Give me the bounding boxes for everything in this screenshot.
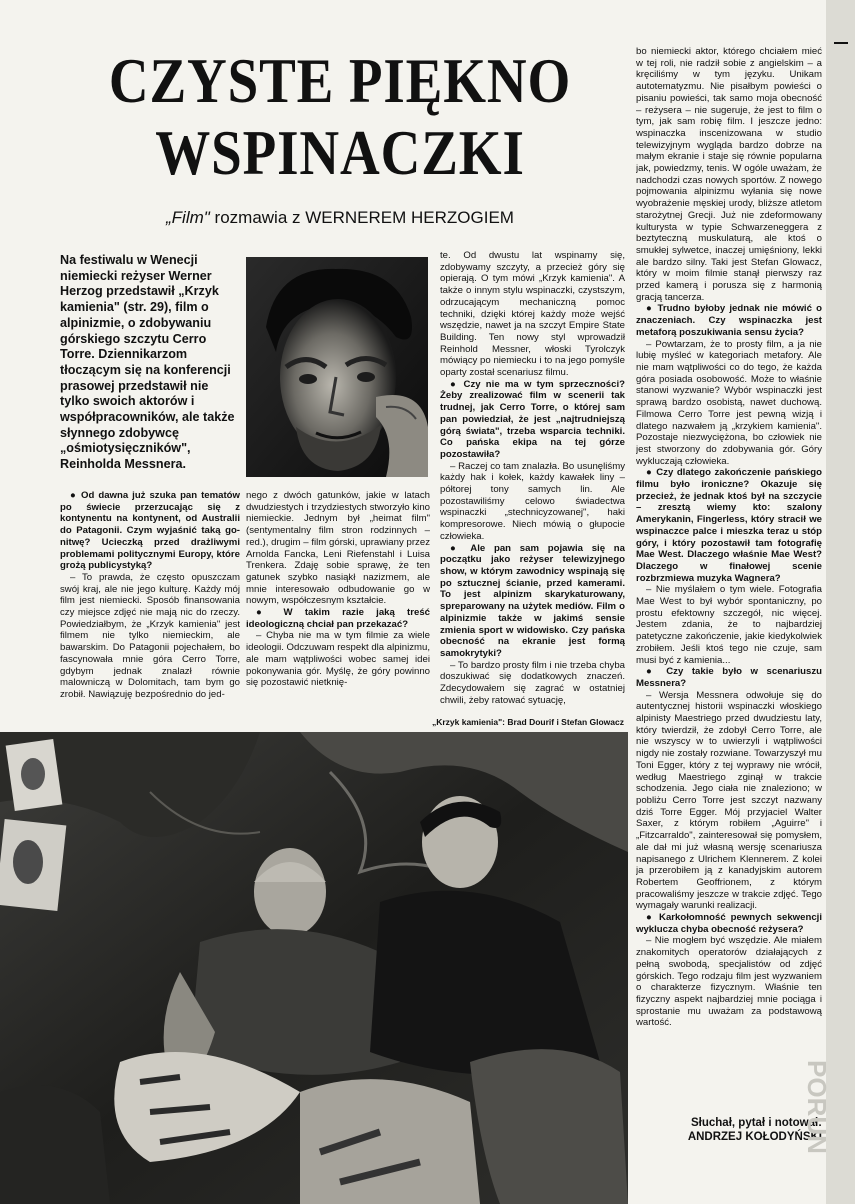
adjacent-page-edge [826, 0, 855, 1204]
author-name: ANDRZEJ KOŁODYŃSKI [687, 1130, 822, 1143]
article-title-line-2: WSPINACZKI [155, 117, 525, 188]
question-paragraph: ● Trudno byłoby jednak nie mówić o znaczeniach. Czy wspinaczka jest metaforą poszukiwania sensu życia? [636, 303, 822, 338]
answer-paragraph: – Raczej co tam znalazła. Bo usunęliśmy każdy hak i kołek, każdy kawałek liny – półtorej tony samych lin. Ale pozostawiliśmy celowo świadectwa wspinaczki „stechnicyzowanej", haki kompresorowe. Niech mówią o głupocie człowieka. [440, 460, 625, 542]
question-paragraph: ● Karkołomność pewnych sekwencji wyklucza chyba obecność reżysera? [636, 912, 822, 935]
answer-paragraph: – Nie mogłem być wszędzie. Ale miałem znakomitych operatorów działających z pełną swobodą, specjalistów od zdjęć górskich. Tego rodzaju film jest wyzwaniem o charakterze fizycznym. Właśnie ten fizyczny aspekt najbardziej mnie pociąga i sprostanie mu uważam za podstawową wartość. [636, 935, 822, 1029]
adjacent-page-text: PORUN [802, 1060, 832, 1154]
portrait-photo [246, 257, 428, 477]
question-paragraph: ● Czy dlatego zakończenie pańskiego filmu było ironiczne? Okazuje się przecież, że jednak ktoś był na szczycie – zresztą wiemy kto: szalony Amerykanin, Fingerless, który stracił we wspinaczce palce i mieszka teraz u stóp góry, i który pozostawił tam fotografię Mae West. Dlaczego właśnie Mae West? Dlaczego w finałowej scenie rozbrzmiewa muzyka Wagnera? [636, 467, 822, 584]
answer-paragraph: nego z dwóch gatunków, jakie w latach dwudziestych i trzydziestych stworzyło kino niemieckie. Jednym był „heimat film" (sentymentalny film stron rodzinnych – red.), drugim – film górski, uprawiany przez Arnolda Fancka, Leni Riefenstahl i Luisa Trenkera. Zdaję sobie sprawę, że ten gatunek szybko nasiąkł nazizmem, ale mnie interesowało odbudowanie go w nowym, współczesnym kształcie. [246, 490, 430, 607]
question-paragraph: ● Czy takie było w scenariuszu Messnera? [636, 666, 822, 689]
article-column-4 [636, 46, 822, 1112]
answer-paragraph: – To prawda, że często opuszczam swój kraj, ale nie jego kulturę. Każdy mój film jest niemiecki. Sposób finansowania czy miejsce zdjęć nie mają nic do rzeczy. Powiedziałbym, że „Krzyk kamienia" jest filmem nie tylko niemieckim, ale bawarskim. Do Patagonii pojechałem, bo fascynowała mnie góra Cerro Torre, gdybym jednak znalazł równie malowniczą w Dolomitach, tam bym go zrobił. Nawiązuję bezpośrednio do jed- [60, 571, 240, 700]
article-title-line-1: CZYSTE PIĘKNO [108, 45, 572, 116]
answer-paragraph: bo niemiecki aktor, którego chciałem mieć w tej roli, nie radził sobie z angielskim – a kręciliśmy w tym języku. Unikam autotematyzmu. Nie pisałbym powieści o pisaniu powieści, tak samo moja obecność – reżysera – nie sugeruje, że jest to film o tym, jak sam robię film. I jeszcze jedno: wspinaczka inscenizowana w studio telewizyjnym wygląda bardzo dobrze na małym ekranie i staje się równie popularna jak, powiedzmy, tenis. W ogóle uważam, że nadchodzi czas nowych sportów. Z nowego pojmowania alpinizmu wyłania się nowe wyobrażenie męskiej urody, bliższe atletom starożytnej Grecji. Już nie zdeformowany kulturysta w typie Schwarzeneggera z beztyteczną muskulaturą, ale ktoś o smukłej sylwetce, inaczej umięśniony, lekki ale bardzo silny. Taki jest Stefan Glowacz, który w moim filmie stanął pierwszy raz przed kamerą i porusza się z harmonią gracją tancerza. [636, 46, 822, 303]
answer-paragraph: – To bardzo prosty film i nie trzeba chyba doszukiwać się dodatkowych znaczeń. Zdecydowałem się zagrać w ostatniej chwili, żeby ratować sytuację, [440, 659, 625, 706]
article-lead: Na festiwalu w Wenecji niemiecki reżyser Werner Herzog przedstawił „Krzyk kamienia" (str. 29), film o alpinizmie, o zdobywaniu górskiego szczytu Cerro Torre. Dziennikarzom tłoczącym się na konferencji prasowej przedstawił nie tylko swoich aktorów i współpracowników, ale także słynnego zdobywcę „ośmiotysięczników", Reinholda Messnera. [60, 253, 235, 472]
article-subtitle [60, 208, 620, 228]
article-column-2 [246, 490, 430, 712]
question-paragraph: ● Od dawna już szuka pan tematów po świecie przerzucając się z kontynentu na kontynent, od Australii do Patagonii. Czym wyjaśnić taką go-nitwę? Ucieczką przed drażliwymi problemami politycznymi Europy, które grożą publicystyką? [60, 490, 240, 572]
herzog-portrait [246, 257, 428, 477]
film-still-photo [0, 732, 628, 1204]
answer-paragraph: – Chyba nie ma w tym filmie za wiele ideologii. Odczuwam respekt dla alpinizmu, ale mam wątpliwości wobec samej idei pokonywania gór. Myślę, że góry powinno się pozostawić nietknię- [246, 630, 430, 689]
question-paragraph: ● Czy nie ma w tym sprzeczności? Żeby zrealizować film w scenerii tak trudnej, jak Cerro Torre, o której sam pan powiedział, że jest „najtrudniejszą górą świata", trzeba wsparcia techniki. Co pańska ekipa na tej górze pozostawiła? [440, 378, 625, 460]
edge-mark [834, 42, 848, 44]
subtitle-interviewee: WERNEREM HERZOGIEM [305, 208, 514, 227]
photo-caption: „Krzyk kamienia": Brad Dourif i Stefan Glowacz [431, 717, 624, 727]
signature-label: Słuchał, pytał i notował: [691, 1117, 822, 1129]
answer-paragraph: – Wersja Messnera odwołuje się do autentycznej historii wspinaczki włoskiego alpinisty Maestriego przed dwudziestu laty, który twierdził, że zdobył Cerro Torre, ale nie wszyscy w to uwierzyli i wątpliwości nigdy nie zostały rozwiane. Towarzyszył mu Toni Egger, który z tej wyprawy nie wrócił, według Maestriego zginął w trakcie schodzenia. Jego ciała nie znaleziono; w pobliżu Cerro Torre jest szczyt nazwany dziś Torre Egger. Mój przyjaciel Walter Saxer, z którym robiłem „Aguirre" i „Fitzcarraldo", zainteresował się pomysłem, ale dał mi już własną wersję scenariusza napisanego z Ulrichem Klennerem. Z kolei ja przerobiłem ją z kanadyjskim autorem Robertem Geoffrionem, z którym pracowaliśmy jeszcze w trakcie zdjęć. Tego wymagały warunki realizacji. [636, 689, 822, 912]
subtitle-magazine-name: „Film" [166, 208, 210, 227]
answer-paragraph: – Nie myślałem o tym wiele. Fotografia Mae West to był wybór spontaniczny, po prostu efektowny szczegół, nic więcej. Jestem zdania, że to najbardziej patetyczne zakończenie, jakie kiedykolwiek zrobiłem. Jeśli ktoś tego nie czuje, sam musi być z kamienia... [636, 584, 822, 666]
question-paragraph: ● W takim razie jaką treść ideologiczną chciał pan przekazać? [246, 607, 430, 630]
answer-paragraph: – Powtarzam, że to prosty film, a ja nie lubię myśleć w kategoriach metafory. Ale nie mam wątpliwości co do tego, że każda góra posiada osobowość. Może to właśnie stanowi wyzwanie? Wybór wspinaczki jest sprawą bardzo osobistą, nawet duchową. Filmowa Cerro Torre jest pewną wizją i dlatego nazwałem ją „krzykiem kamienia". Pozostaje niezwyciężona, bo człowiek nie jest stworzony do zdobywania gór. Góry wykluczają człowieka. [636, 338, 822, 467]
subtitle-connector: rozmawia z [209, 208, 306, 227]
article-column-3 [440, 250, 625, 712]
answer-paragraph: te. Od dwustu lat wspinamy się, zdobywamy szczyty, a przecież góry się opierają. O tym mówi „Krzyk kamienia". A także o innym stylu wspinaczki, czystszym, odrzucającym mechaniczną pomoc techniki, dzięki której każdy może wejść wszędzie, nawet ja na szczyt Empire State Building. Ten nowy styl wprowadził Reinhold Messner, włoski Tyrolczyk mówiący po niemiecku i to na jego pomyśle oparty został scenariusz filmu. [440, 250, 625, 379]
author-signature [632, 1117, 822, 1144]
article-column-1 [60, 490, 240, 712]
question-paragraph: ● Ale pan sam pojawia się na początku jako reżyser telewizyjnego show, w którym zawodnicy wspinają się po sztucznej ścianie, przed kamerami. To jest alpinizm skarykaturowany, spreparowany na użytek mediów. Film o alpinizmie także w jakimś sensie zmienia sport w widowisko. Czy pańska obecność na ekranie jest formą samokrytyki? [440, 542, 625, 659]
film-still-image [0, 732, 628, 1204]
